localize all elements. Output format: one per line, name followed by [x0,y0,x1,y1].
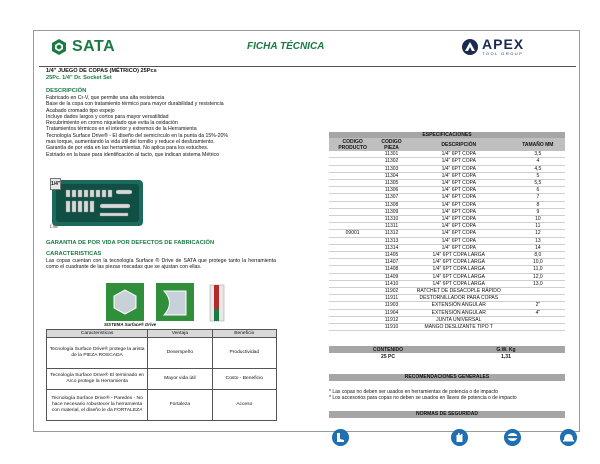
description-line: mas torque, aumentando la vida útil del tornillo y reduce el deslizamiento. [46,139,215,146]
table-cell: 9 [536,208,540,215]
table-cell: 11902 [384,288,399,295]
table-row [329,194,565,201]
description-line: Base de la copa con tratamiento térmico para mayor durabilidad y resistencia [46,101,224,108]
table-cell: 11310 [384,216,399,223]
table-cell: 1/4" 6PT COPA [441,237,476,244]
product-subtitle: 25Pc. 1/4" Dr. Socket Set [46,75,112,81]
table-row [329,266,565,273]
product-code-cell [329,187,376,194]
table-row [329,324,565,331]
safety-heading: NORMAS DE SEGURIDAD [329,411,565,418]
table-cell: 1/4" 6PT COPA [441,208,476,215]
product-code-cell: 09001 [345,230,360,237]
table-cell: 1/4" 6PT COPA [441,201,476,208]
specs-caption: ESPECIFICACIONES [329,132,565,138]
safety-boots-icon [332,429,349,446]
figure-caption: SISTEMA Surface® Drive [104,322,157,327]
product-code-cell [329,244,376,251]
product-title: 1/4" JUEGO DE COPAS (MÉTRICO) 25Pcs [46,68,157,74]
recommendation-line: * Las copas no deben ser usados en herramientas de potencia o de impacto [329,389,498,395]
product-code-cell [329,180,376,187]
table-cell: 8,0 [534,252,542,259]
table-cell: 1/4" 6PT COPA [441,172,476,179]
table-row [329,187,565,194]
table-header: Beneficio [212,330,276,338]
table-cell [511,324,565,331]
table-row [329,302,565,309]
table-cell: 11904 [384,309,399,316]
table-row [329,180,565,187]
table-cell: 11410 [384,280,399,287]
table-row [329,309,565,316]
table-cell: RATCHET DE DESACOPLE RÁPIDO [416,288,501,295]
table-row [329,237,565,244]
table-cell: 1,31 [501,353,511,360]
characteristics-heading: CARACTERISTICAS [46,251,102,257]
table-cell: 11408 [384,266,399,273]
product-code-cell [329,201,376,208]
table-cell: 11306 [384,187,399,194]
table-cell: Productividad [212,338,276,369]
table-cell: 1/4" 6PT COPA [441,158,476,165]
table-cell: Desempeño [148,338,212,369]
drive-size-badge: 1/4" [50,178,61,190]
product-code-cell [329,309,376,316]
lifetime-logo: Life [50,224,59,230]
product-code-cell [329,172,376,179]
table-row [329,172,565,179]
product-code-cell [329,324,376,331]
description-list [46,95,276,158]
description-line: Garantía de por vida en las herramientas. No aplica para los estuches. [46,145,209,152]
sata-hexagon-icon [50,38,68,56]
table-row [329,230,565,237]
table-cell: 11305 [384,180,399,187]
tech-sheet-page [33,30,580,432]
table-cell: 1/4" 6PT COPA [441,216,476,223]
apex-subtitle: TOOL GROUP [482,51,524,56]
table-cell: Tecnología Surface Drive® El terminado en Arco protege la Herramienta [47,369,148,390]
table-cell: 11903 [384,302,399,309]
table-cell: 13 [535,237,541,244]
product-code-cell [329,259,376,266]
header [34,31,581,65]
table-row [329,259,565,266]
sata-wordmark: SATA [72,38,116,55]
table-cell: 11304 [384,172,399,179]
table-cell: 1/4" 6PT COPA [441,230,476,237]
table-cell: 4 [536,158,540,165]
table-cell: 11301 [384,151,399,158]
table-cell: 4,5 [534,165,542,172]
table-row [47,338,277,369]
product-code-cell [329,237,376,244]
table-header: TAMAÑO MM [511,138,565,151]
table-cell: 1/4" 6PT COPA LARGA [432,259,485,266]
product-code-cell [329,288,376,295]
table-cell [511,295,565,302]
table-cell: 14 [535,244,541,251]
description-line: Estriado en la base para identificación al tacto, que indican sistema Métrico [46,151,220,158]
table-cell: Mayor vida útil [148,369,212,390]
table-cell: 11911 [384,295,399,302]
table-cell: 11,0 [533,266,543,273]
description-line: Incluye dados largos y cortos para mayor versatilidad [46,113,169,120]
table-row [329,280,565,287]
specifications-table [329,132,565,331]
apex-logo [461,37,524,56]
table-cell [511,288,565,295]
table-cell [511,316,565,323]
table-cell: 11314 [384,244,399,251]
feature-table [46,329,277,421]
table-cell: 1/4" 6PT COPA [441,194,476,201]
apex-wordmark: APEX [482,36,525,52]
recommendations-list [329,389,565,402]
table-cell: Tecnología Surface Drive® protege la arista de la PIEZA ROSCADA [47,338,148,369]
table-header: CODIGO PIEZA [376,138,407,151]
description-line: Fabricado en Cr-V, que permite una alta resistencia [46,95,165,101]
table-cell: 11308 [384,201,399,208]
product-code-cell [329,165,376,172]
apex-globe-icon [461,38,479,56]
gloves-icon [451,429,468,446]
table-cell: 6 [536,187,540,194]
socket-set-image [50,174,145,227]
description-line: Recubrimiento en cromo niquelado que evita la oxidación [46,120,178,127]
description-line: Tecnología Surface Drive® - El diseño del semicírculo en la punta da 15%-20% [46,132,229,139]
table-cell: 11910 [384,324,399,331]
table-header: CONTENIDO [329,346,447,353]
recommendation-line: * Los accesorios para copas no deben se usados en llaves de potencia o de impacto [329,395,517,402]
table-cell: 11409 [384,273,399,280]
table-cell: 11307 [384,194,399,201]
table-cell: 10 [535,216,541,223]
document-title: FICHA TÉCNICA [247,41,325,52]
table-row [329,216,565,223]
table-header: G.W. Kg [447,346,565,353]
table-cell: 12,0 [532,273,543,280]
table-header: CODIGO PRODUCTO [329,138,376,151]
table-cell: EXTENSIÓN ANGULAR [431,302,486,309]
table-row [329,295,565,302]
table-cell: 4" [535,309,541,316]
table-cell: 1/4" 6PT COPA [441,223,476,230]
description-line: Acabado cromado tipo espejo [46,107,115,114]
table-row [329,165,565,172]
table-cell: 5 [536,172,540,179]
product-code-cell [329,194,376,201]
table-row [329,244,565,251]
left-column [46,68,276,158]
recommendations-heading: RECOMENDACIONES GENERALES [329,374,565,381]
table-cell: 5,5 [534,180,542,187]
product-code-cell [329,216,376,223]
table-cell: EXTENSIÓN ANGULAR [431,309,486,316]
table-cell: 12 [535,230,541,237]
guarantee-text: GARANTIA DE POR VIDA POR DEFECTOS DE FABRICACIÓN [46,240,215,246]
table-cell: Acceso [212,390,276,421]
description-line: Tratamientos térmicos en el interior y extremos de la Herramienta [46,126,197,133]
table-cell: 1/4" 6PT COPA [441,165,476,172]
surface-drive-figures [104,281,254,325]
table-row [47,390,277,421]
contents-table [329,346,565,360]
eye-protection-icon [504,429,521,446]
table-cell: 11312 [384,230,399,237]
table-cell: 8 [536,201,540,208]
sata-logo [50,38,115,56]
table-row [329,201,565,208]
product-code-cell [329,295,376,302]
table-cell: 1/4" 6PT COPA [441,180,476,187]
table-cell: 11302 [384,158,399,165]
table-cell: 11405 [384,252,399,259]
table-header: Ventaja [148,330,212,338]
table-cell: 1/4" 6PT COPA LARGA [432,280,485,287]
table-cell: 1/4" 6PT COPA LARGA [432,252,485,259]
product-code-cell [329,302,376,309]
product-code-cell [329,316,376,323]
product-code-cell [329,223,376,230]
characteristics-section [46,251,276,270]
table-cell: 7 [536,194,540,201]
table-cell: 11912 [384,316,399,323]
table-cell: 25 PC [381,353,395,360]
table-cell: 3,5 [534,151,542,158]
table-row [329,223,565,230]
table-row [329,208,565,215]
table-cell: Fortaleza [148,390,212,421]
table-cell: MANGO DESLIZANTE TIPO T [424,324,493,331]
table-cell: 1/4" 6PT COPA LARGA [432,266,485,273]
table-cell: DESTORNILLADOR PARA COPAS [419,295,499,302]
table-row [329,316,565,323]
table-header: Caracteristicas [47,330,148,338]
product-code-cell [329,266,376,273]
table-cell: 2" [535,302,541,309]
table-cell: 1/4" 6PT COPA [441,244,476,251]
table-row [329,252,565,259]
table-cell: 11407 [384,259,399,266]
table-cell: 11311 [384,223,399,230]
table-cell: Tecnología Surface Drive® - Paredes - No hace necesario robustecer la herramienta con material, el diseño le da FORTALEZA [47,390,148,421]
hard-hat-icon [560,429,577,446]
header-divider [39,66,576,67]
safety-icons [324,429,570,449]
table-cell: Costo - Beneficio [212,369,276,390]
table-cell: 10,0 [532,259,543,266]
table-row [329,158,565,165]
table-row [47,369,277,390]
product-code-cell [329,252,376,259]
table-cell: 11309 [384,208,399,215]
table-cell: 13,0 [532,280,543,287]
product-code-cell [329,280,376,287]
table-cell: 11313 [384,237,399,244]
product-code-cell [329,151,376,158]
characteristics-text: Las copas cuentan con la tecnología Surface ® Drive de SATA que protege tanto la herramienta como el cuadrante de las piezas roscadas que se ajustan con ellas. [46,258,276,270]
description-heading: DESCRIPCIÓN [46,88,87,94]
product-code-cell [329,208,376,215]
table-cell: 1/4" 6PT COPA [441,151,476,158]
table-row [329,273,565,280]
table-cell: 1/4" 6PT COPA LARGA [432,273,485,280]
product-code-cell [329,273,376,280]
table-header: DESCRIPCIÓN [407,138,511,151]
table-row [329,151,565,158]
product-code-cell [329,158,376,165]
table-cell: 11 [535,223,541,230]
table-cell: 11303 [384,165,399,172]
table-cell: 1/4" 6PT COPA [441,187,476,194]
table-cell: JUNTA UNIVERSAL [436,316,482,323]
table-row [329,288,565,295]
